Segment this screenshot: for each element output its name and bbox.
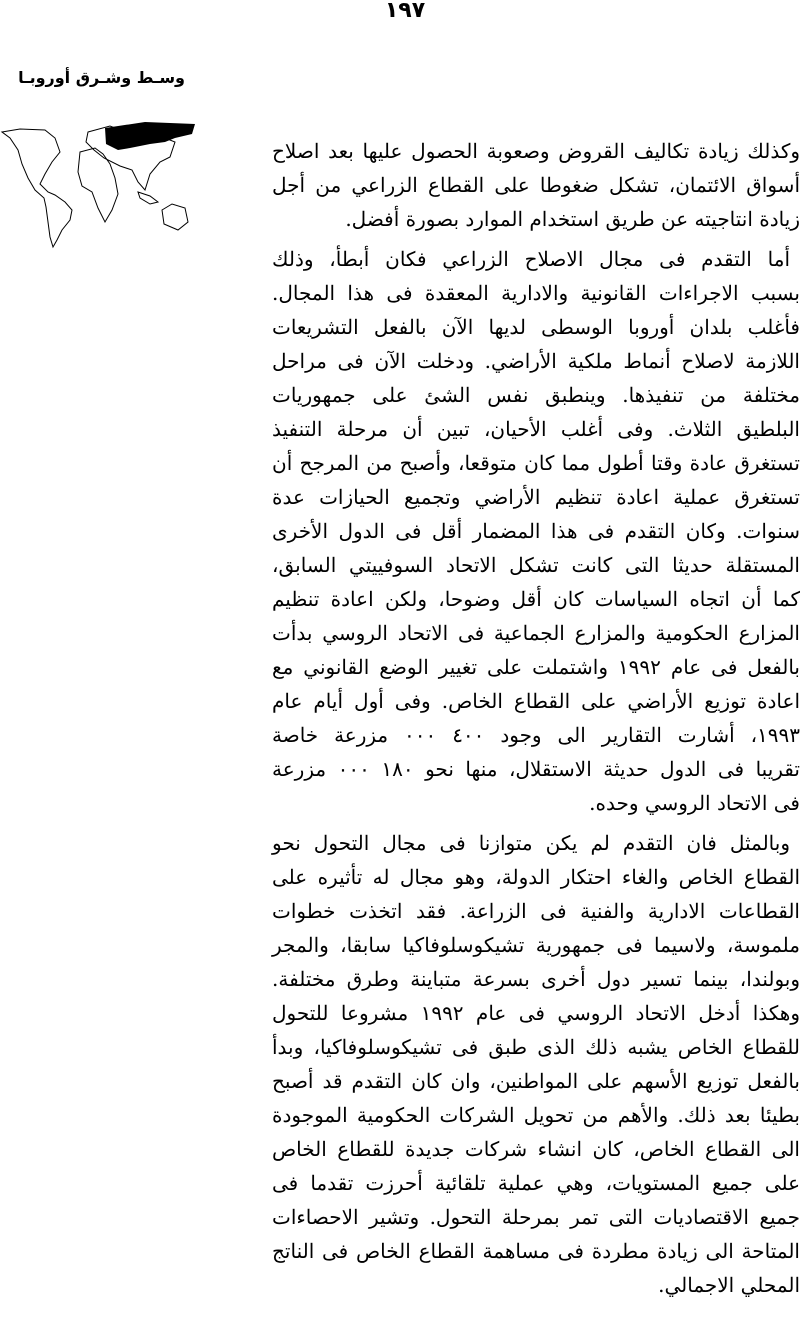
text-line: الى القطاع الخاص، كان انشاء شركات جديدة للقطاع الخاص [272,1137,800,1161]
text-line: ١٩٩٣، أشارت التقارير الى وجود ٤٠٠ ٠٠٠ مزرعة خاصة [272,723,800,747]
text-line: كما أن اتجاه السياسات كان أقل وضوحا، ولكن اعادة تنظيم [272,587,800,611]
text-line: فى الاتحاد الروسي وحده. [589,791,800,815]
text-line: البلطيق الثلاث. وفى أغلب الأحيان، تبين أن مرحلة التنفيذ [272,417,800,441]
text-line: اللازمة لاصلاح أنماط ملكية الأراضي. ودخلت الآن فى مراحل [272,349,800,373]
text-line: جميع الاقتصاديات التى تمر بمرحلة التحول. وتشير الاحصاءات [272,1205,800,1229]
text-line: وهكذا أدخل الاتحاد الروسي فى عام ١٩٩٢ مشروعا للتحول [272,1001,800,1025]
text-line: المزارع الحكومية والمزارع الجماعية فى الاتحاد الروسي بدأت [272,621,800,645]
paragraph [272,242,800,820]
world-map-icon [0,112,200,250]
text-line: بالفعل فى عام ١٩٩٢ واشتملت على تغيير الوضع القانوني مع [272,655,800,679]
text-line: تستغرق عملية اعادة تنظيم الأراضي وتجميع الحيازات عدة [272,485,800,509]
text-line: فأغلب بلدان أوروبا الوسطى لديها الآن بالفعل التشريعات [272,315,800,339]
text-line: تقريبا فى الدول حديثة الاستقلال، منها نحو ١٨٠ ٠٠٠ مزرعة [272,757,800,781]
text-line: بطيئا بعد ذلك. والأهم من تحويل الشركات الحكومية الموجودة [272,1103,800,1127]
highlight-region-former-ussr [105,122,195,150]
paragraph [272,134,800,236]
text-line: المحلي الاجمالي. [658,1273,800,1297]
text-line: وكذلك زيادة تكاليف القروض وصعوبة الحصول عليها بعد اصلاح [272,139,800,163]
text-line: وبالمثل فان التقدم لم يكن متوازنا فى مجال التحول نحو [272,831,790,855]
text-line: زيادة انتاجيته عن طريق استخدام الموارد بصورة أفضل. [345,207,800,231]
text-line: بالفعل توزيع الأسهم على المواطنين، وان كان التقدم قد أصبح [272,1069,800,1093]
paragraph [272,826,800,1302]
text-line: أما التقدم فى مجال الاصلاح الزراعي فكان أبطأ، وذلك [272,247,790,271]
text-line: مختلفة من تنفيذها. وينطبق نفس الشئ على جمهوريات [272,383,800,407]
text-line: وبولندا، بينما تسير دول أخرى بسرعة متباينة وطرق مختلفة. [272,967,800,991]
body-text [272,134,800,1308]
text-line: سنوات. وكان التقدم فى هذا المضمار أقل فى الدول الأخرى [272,519,800,543]
text-line: القطاعات الادارية والفنية فى الزراعة. فقد اتخذت خطوات [272,899,800,923]
text-line: ملموسة، ولاسيما فى جمهورية تشيكوسلوفاكيا سابقا، والمجر [272,933,800,957]
text-line: بسبب الاجراءات القانونية والادارية المعقدة فى هذا المجال. [272,281,800,305]
page-number: ١٩٧ [384,0,426,23]
text-line: للقطاع الخاص يشبه ذلك الذى طبق فى تشيكوسلوفاكيا، وبدأ [272,1035,800,1059]
text-line: المتاحة الى زيادة مطردة فى مساهمة القطاع الخاص فى الناتج [272,1239,800,1263]
text-line: على جميع المستويات، وهي عملية تلقائية أحرزت تقدما فى [272,1171,800,1195]
text-line: تستغرق عادة وقتا أطول مما كان متوقعا، وأصبح من المرجح أن [272,451,800,475]
text-line: القطاع الخاص والغاء احتكار الدولة، وهو مجال له تأثيره على [272,865,800,889]
text-line: اعادة توزيع الأراضي على القطاع الخاص. وفى أول أيام عام [272,689,800,713]
text-line: المستقلة حديثا التى كانت تشكل الاتحاد السوفييتي السابق، [272,553,800,577]
text-line: أسواق الائتمان، تشكل ضغوطا على القطاع الزراعي من أجل [272,173,800,197]
region-title: وسـط وشـرق أوروبـا [18,68,185,87]
